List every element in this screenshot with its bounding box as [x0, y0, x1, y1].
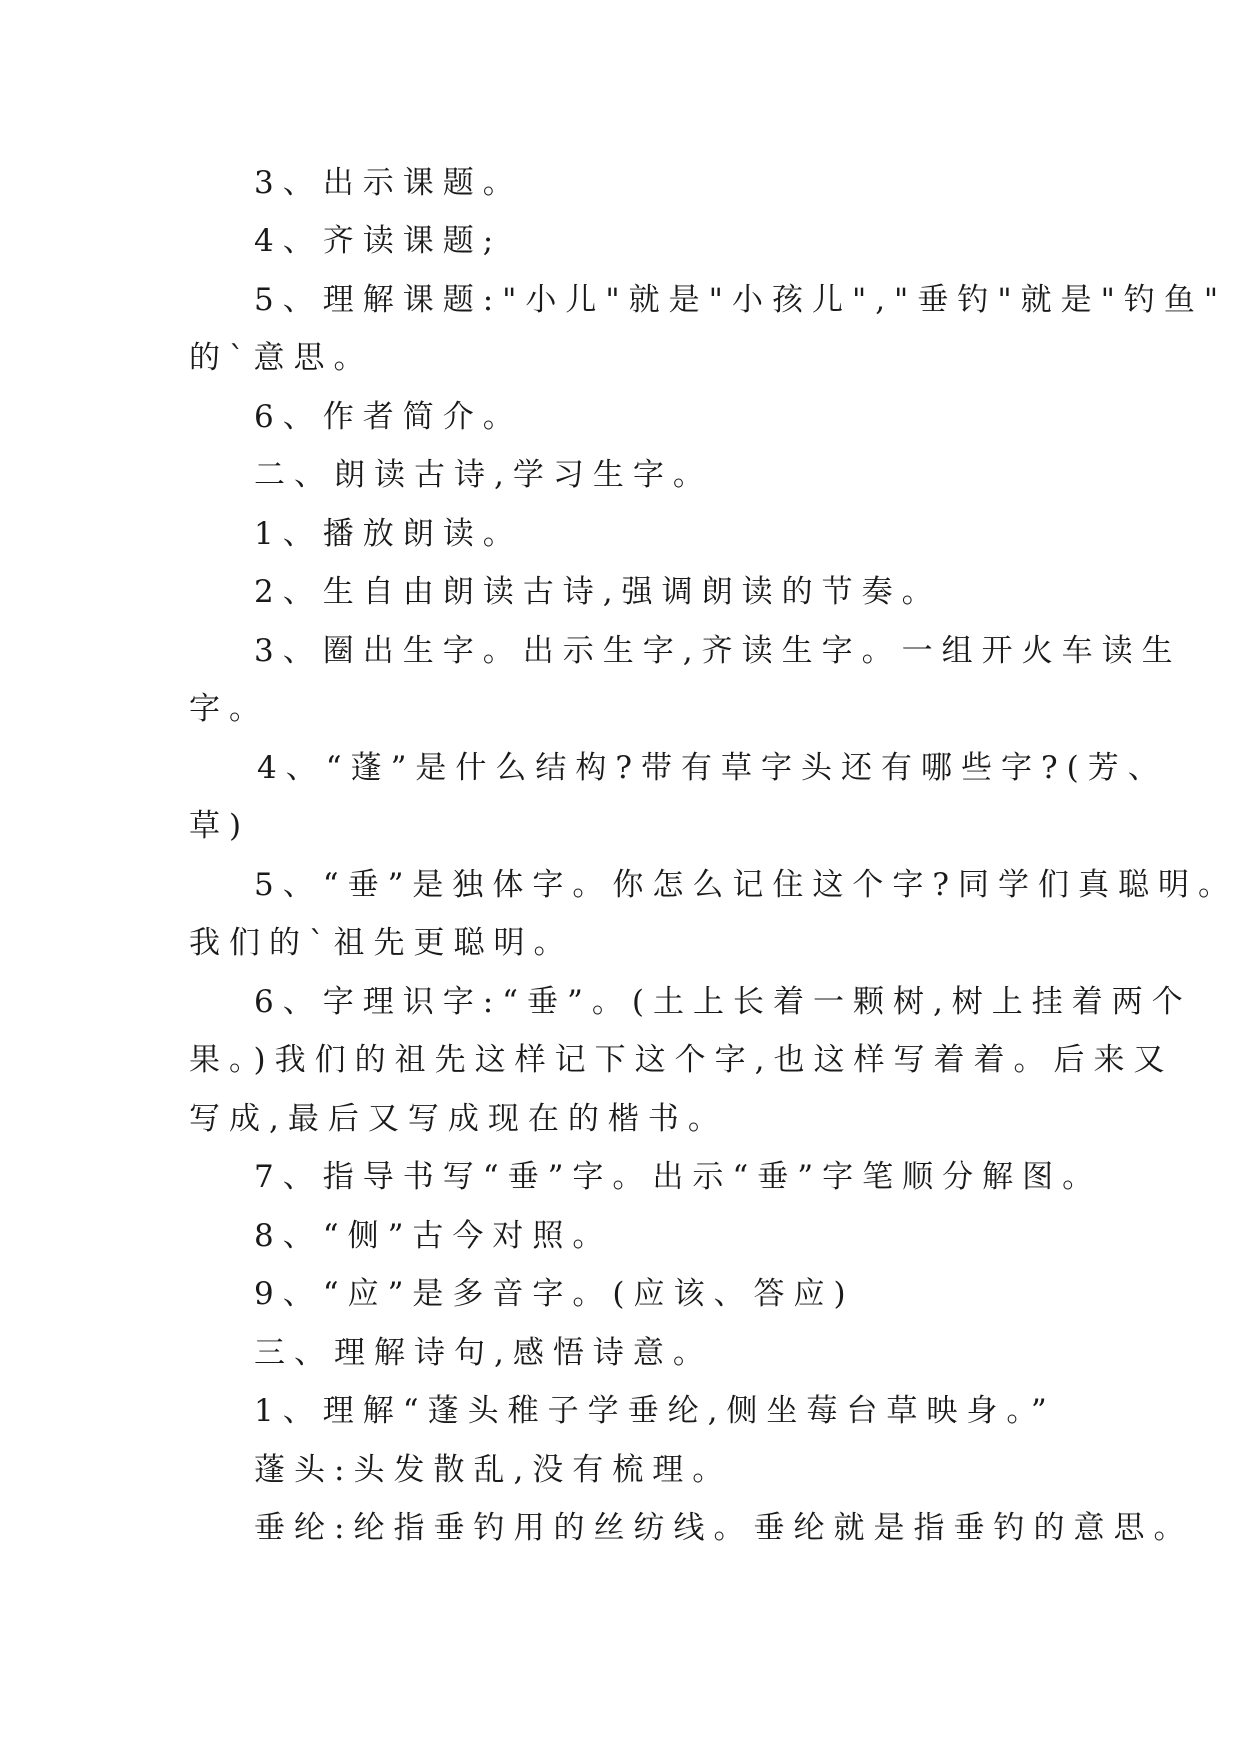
text-line: 2、生自由朗读古诗,强调朗读的节奏。 — [254, 574, 942, 610]
text-line: 蓬头:头发散乱,没有梳理。 — [254, 1452, 733, 1488]
text-line: 9、“应”是多音字。(应该、答应) — [254, 1276, 855, 1312]
text-line: 字。 — [189, 691, 269, 727]
text-line: 我们的`祖先更聪明。 — [189, 925, 574, 961]
text-line: 1、播放朗读。 — [254, 516, 523, 552]
text-line: 8、“侧”古今对照。 — [254, 1218, 613, 1254]
text-line: 的`意思。 — [189, 340, 374, 376]
text-line: 写成,最后又写成现在的楷书。 — [189, 1101, 728, 1137]
text-line: 3、出示课题。 — [254, 165, 523, 201]
text-line: 5、理解课题:"小儿"就是"小孩儿","垂钓"就是"钓鱼" — [254, 282, 1228, 318]
text-line: 垂纶:纶指垂钓用的丝纺线。垂纶就是指垂钓的意思。 — [254, 1510, 1194, 1546]
text-line: 4、齐读课题; — [254, 223, 503, 259]
text-line: 6、作者简介。 — [254, 399, 523, 435]
text-line: 5、“垂”是独体字。你怎么记住这个字?同学们真聪明。 — [254, 867, 1239, 903]
text-line: 果。)我们的祖先这样记下这个字,也这样写着着。后来又 — [189, 1042, 1174, 1078]
text-line: 草) — [189, 808, 251, 844]
text-line: 1、理解“蓬头稚子学垂纶,侧坐莓台草映身。” — [254, 1393, 1056, 1429]
section-heading: 二、朗读古诗,学习生字。 — [254, 457, 713, 493]
text-line: 7、指导书写“垂”字。出示“垂”字笔顺分解图。 — [254, 1159, 1103, 1195]
text-line: 6、字理识字:“垂”。(土上长着一颗树,树上挂着两个 — [254, 984, 1192, 1020]
text-line: 3、圈出生字。出示生字,齐读生字。一组开火车读生 — [254, 633, 1182, 669]
section-heading: 三、理解诗句,感悟诗意。 — [254, 1335, 713, 1371]
text-line: 4、“蓬”是什么结构?带有草字头还有哪些字?(芳、 — [257, 750, 1168, 786]
